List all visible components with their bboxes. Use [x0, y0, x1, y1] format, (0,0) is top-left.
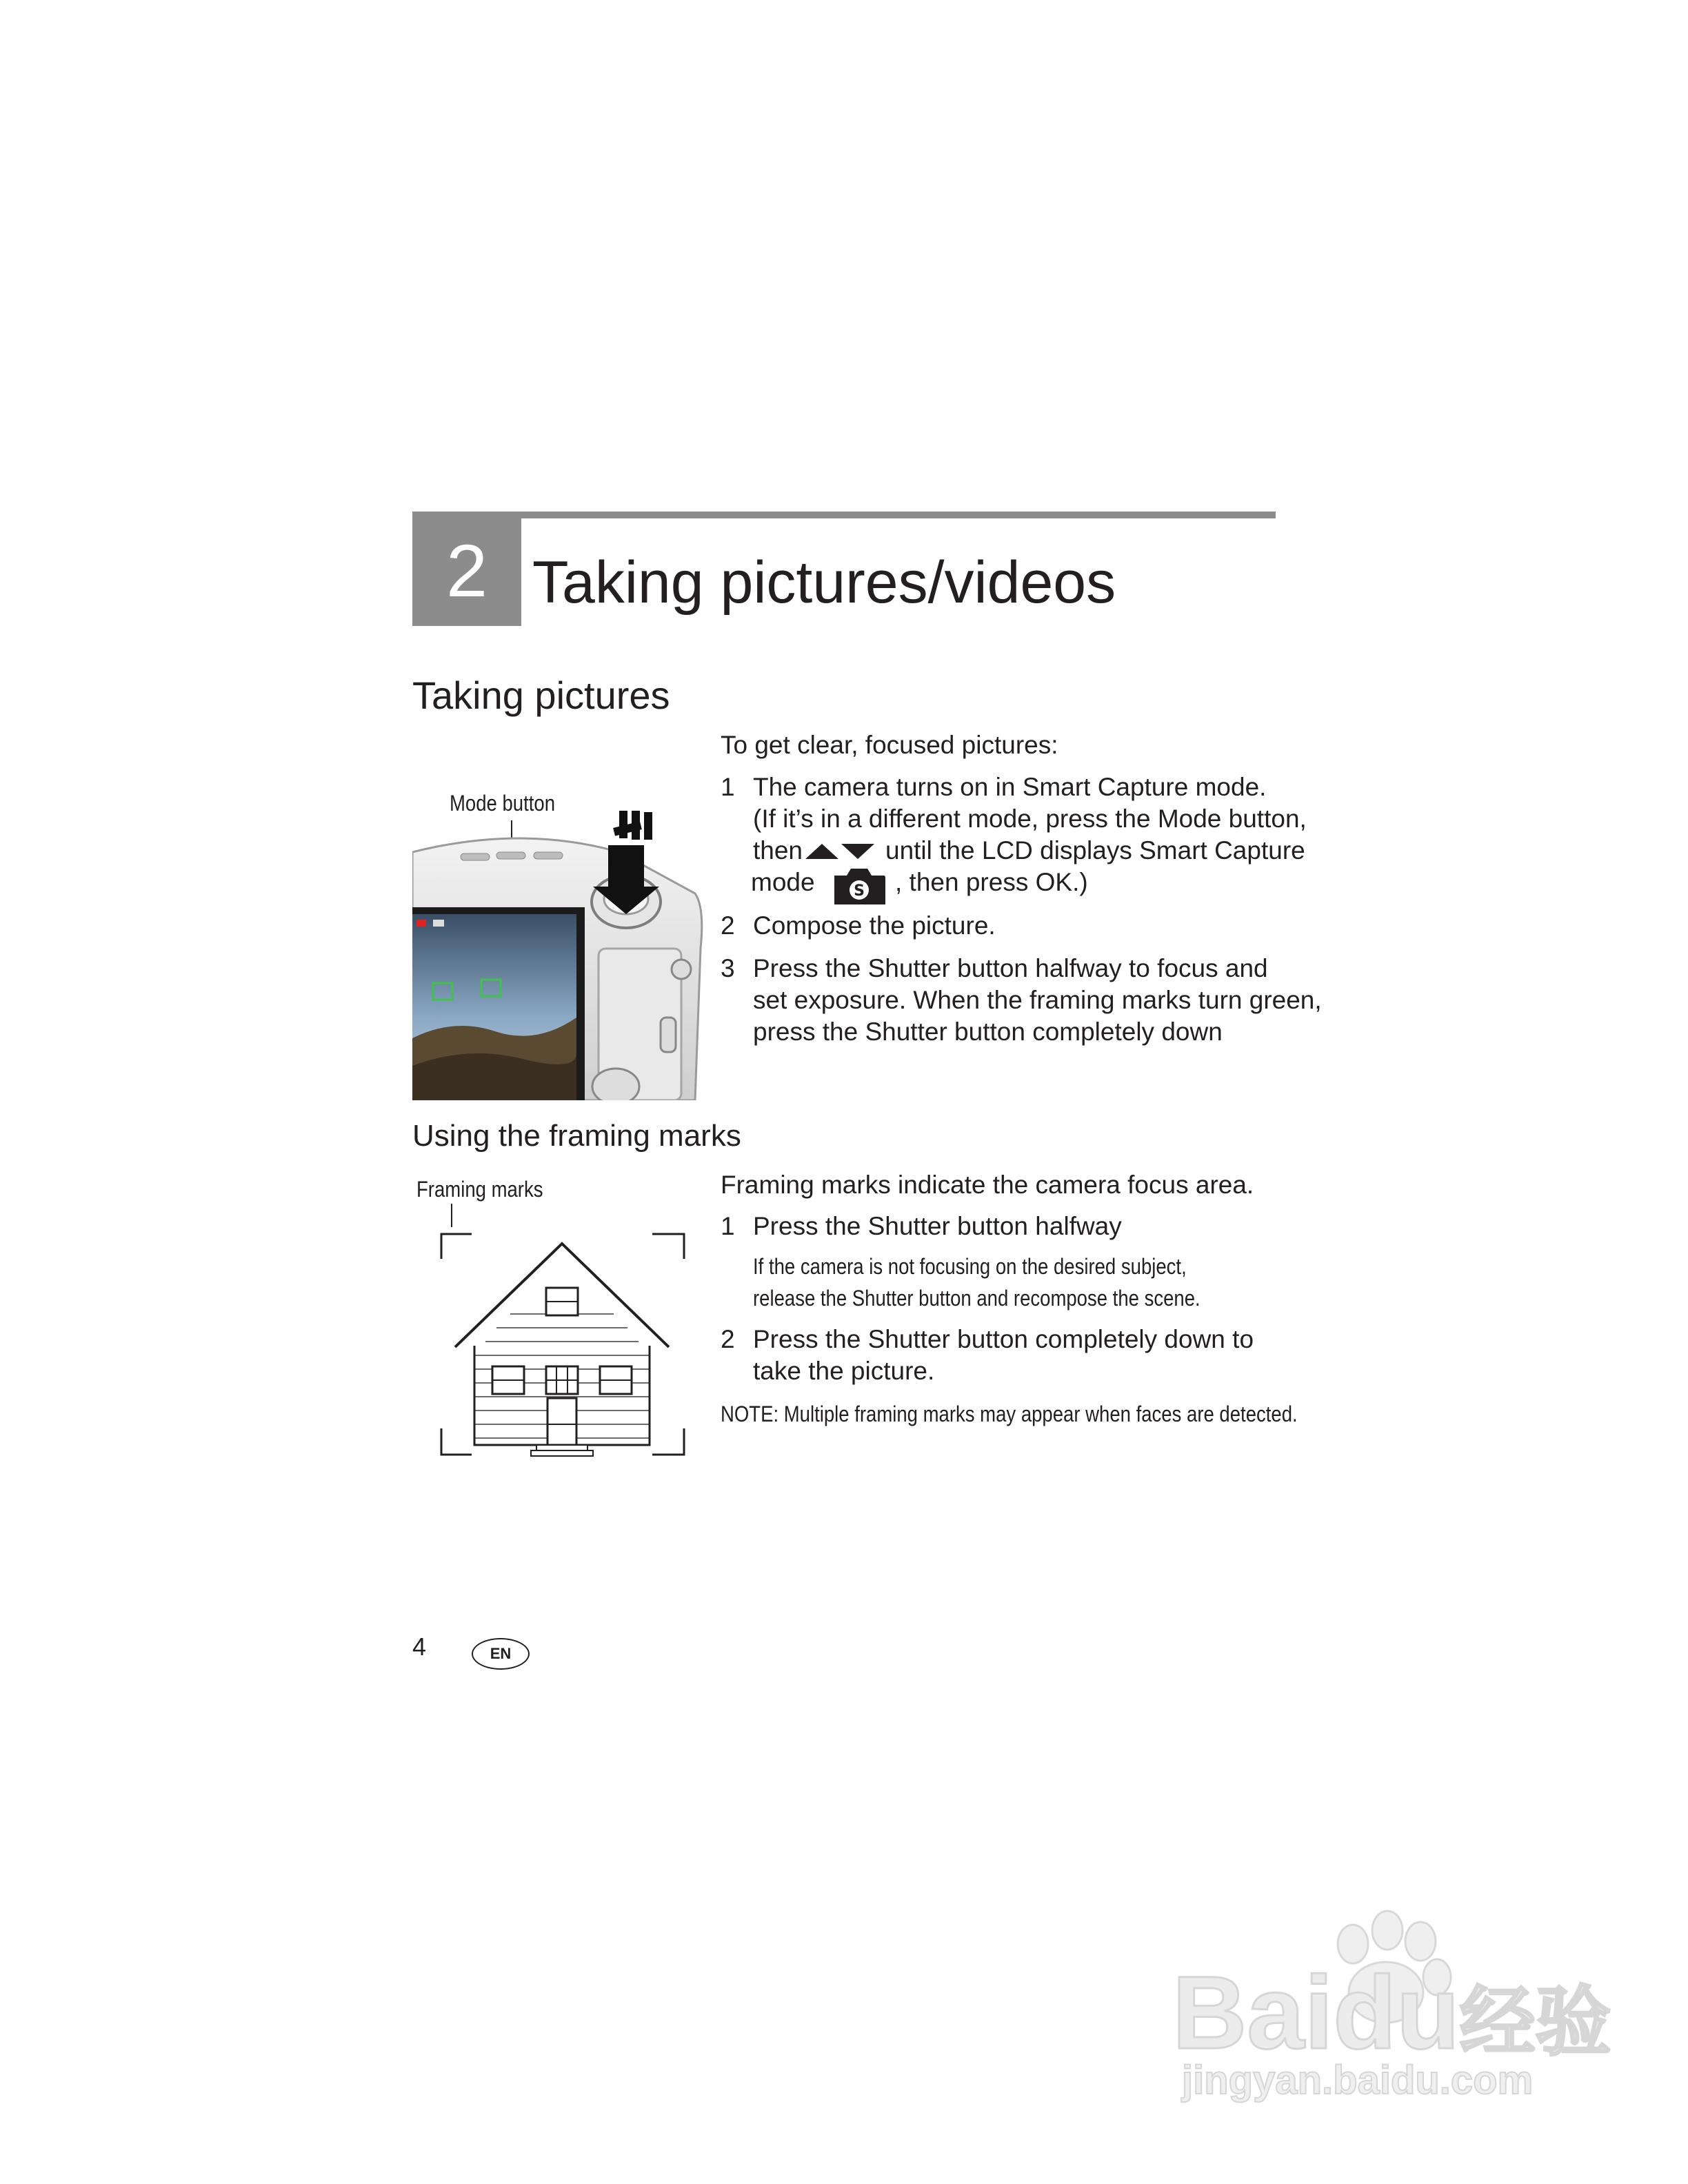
- step-number: 2: [721, 911, 735, 940]
- house-illustration: [434, 1231, 690, 1460]
- smart-capture-icon: [832, 866, 887, 907]
- step-number: 1: [721, 1212, 735, 1240]
- step-number: 1: [721, 773, 735, 801]
- step-text: Press the Shutter button halfway: [753, 1212, 1122, 1240]
- step-text: Press the Shutter button completely down to: [753, 1325, 1254, 1353]
- chapter-title: Taking pictures/videos: [532, 549, 1116, 616]
- step-text: mode: [751, 868, 815, 896]
- mode-button-label: Mode button: [450, 791, 555, 816]
- step-text: press the Shutter button completely down: [753, 1018, 1223, 1046]
- section2-intro: Framing marks indicate the camera focus area.: [721, 1171, 1254, 1199]
- step-text: Compose the picture.: [753, 911, 996, 940]
- step-text: (If it’s in a different mode, press the Mode button,: [753, 805, 1307, 833]
- chapter-rule: [412, 512, 1276, 518]
- svg-text:S: S: [854, 882, 865, 900]
- baidu-watermark: [1172, 1903, 1611, 2103]
- up-down-arrows-icon: [804, 842, 876, 860]
- step-number: 2: [721, 1325, 735, 1353]
- step-text: , then press OK.): [895, 868, 1088, 896]
- framing-marks-label: Framing marks: [416, 1177, 543, 1202]
- tip-text: If the camera is not focusing on the desired subject,: [753, 1254, 1187, 1279]
- watermark-brand: Baidu经验: [1172, 1954, 1611, 2070]
- camera-photo: [412, 811, 705, 1100]
- section1-intro: To get clear, focused pictures:: [721, 731, 1058, 759]
- step-text: Press the Shutter button halfway to focus and: [753, 954, 1268, 982]
- watermark-url: jingyan.baidu.com: [1182, 2058, 1534, 2103]
- page-number: 4: [412, 1632, 427, 1661]
- section-heading-framing-marks: Using the framing marks: [412, 1119, 741, 1153]
- section-heading-taking-pictures: Taking pictures: [412, 674, 670, 717]
- tip-text: release the Shutter button and recompose the scene.: [753, 1286, 1200, 1311]
- step-number: 3: [721, 954, 735, 982]
- language-badge: EN: [472, 1638, 530, 1670]
- framing-marks-leader-line: [451, 1204, 452, 1227]
- step-text: until the LCD displays Smart Capture: [885, 836, 1305, 865]
- step-text: set exposure. When the framing marks turn green,: [753, 986, 1322, 1014]
- note-text: NOTE: Multiple framing marks may appear when faces are detected.: [721, 1402, 1298, 1426]
- step-text: then: [753, 836, 803, 865]
- step-text: The camera turns on in Smart Capture mode.: [753, 773, 1267, 801]
- chapter-number: 2: [445, 529, 488, 612]
- step-text: take the picture.: [753, 1357, 935, 1385]
